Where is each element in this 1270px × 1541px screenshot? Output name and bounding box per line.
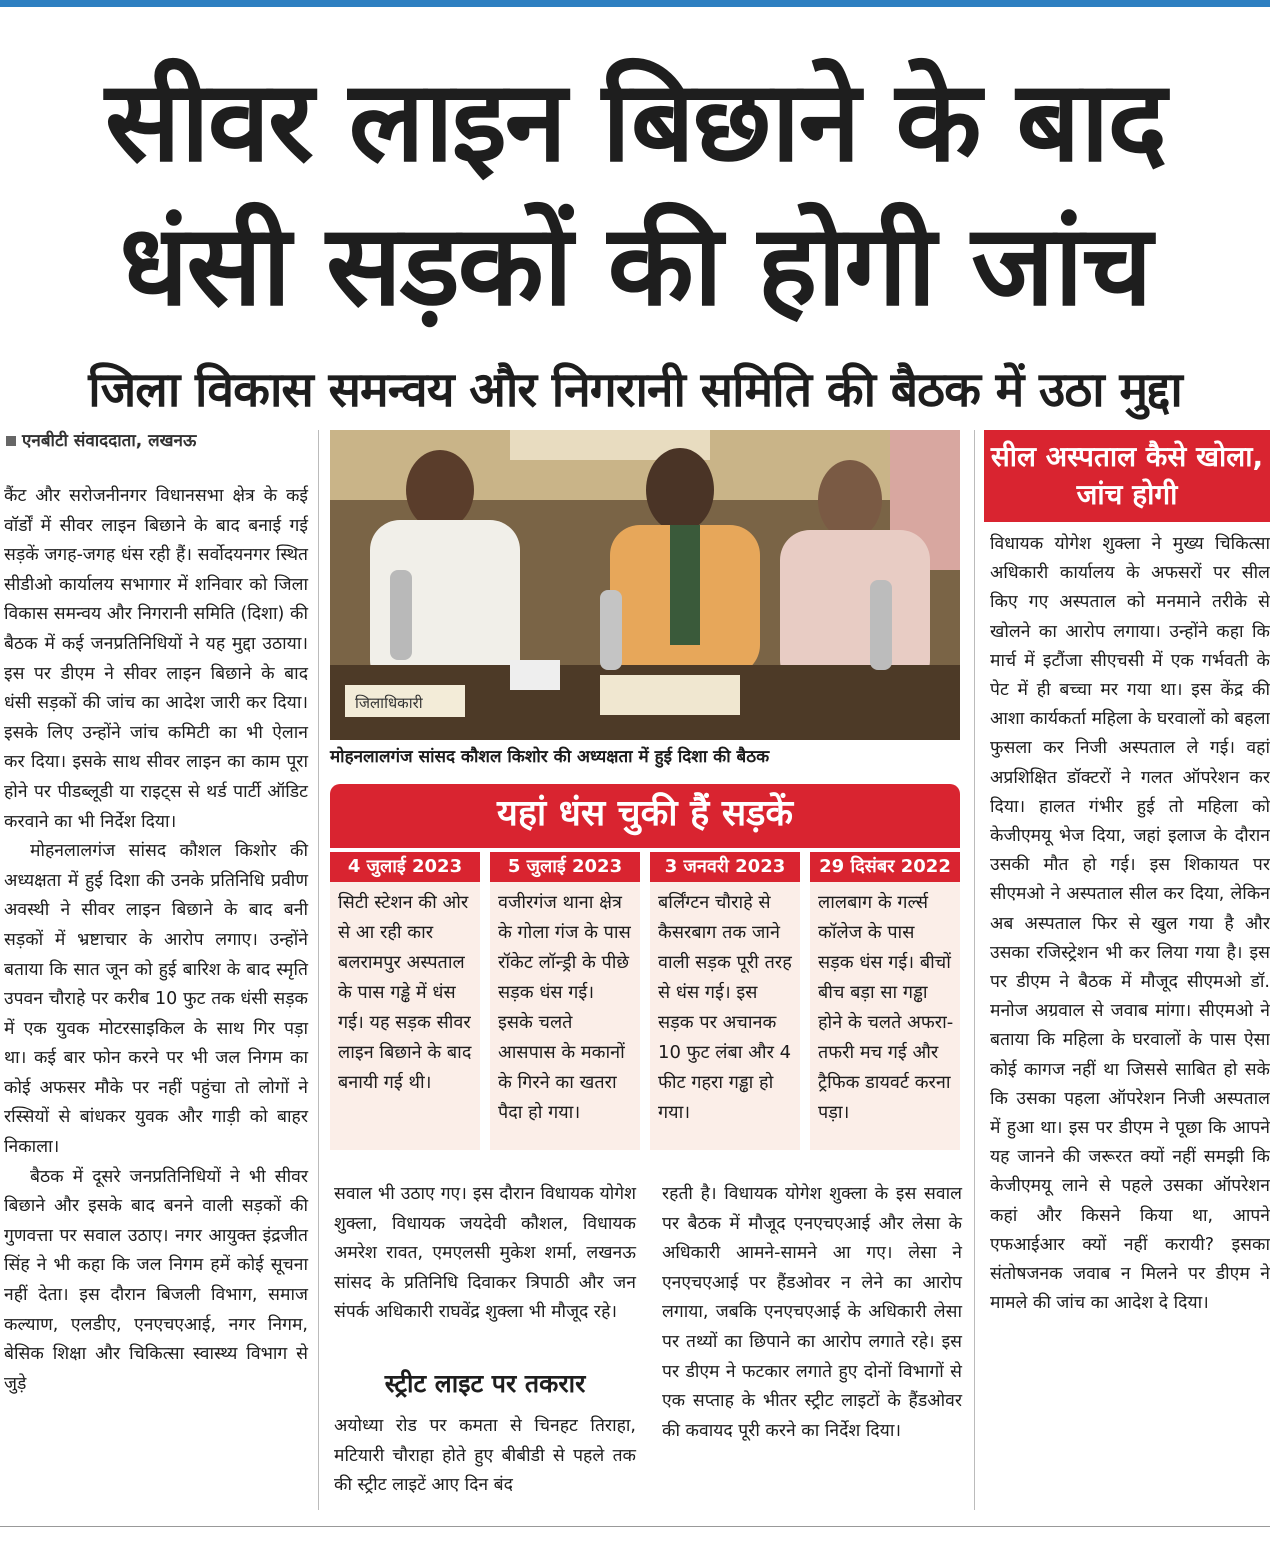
byline-text: एनबीटी संवाददाता, लखनऊ	[22, 431, 197, 451]
middle-column-1	[334, 1180, 636, 1328]
left-paragraph-3: बैठक में दूसरे जनप्रतिनिधियों ने भी सीवर बिछाने और इसके बाद बनने वाली सड़कों की गुणवत्ता पर सवाल उठाए। नगर आयुक्त इंद्रजीत सिंह ने भी कहा कि जल निगम हमें कोई सूचना नहीं देता। इस दौरान बिजली विभाग, समाज कल्याण, एलडीए, एनएचएआई, नगर निगम, बेसिक शिक्षा और चिकित्सा स्वास्थ्य विभाग से जुड़े	[4, 1166, 308, 1394]
incident-text: लालबाग के गर्ल्स कॉलेज के पास सड़क धंस गई। बीचों बीच बड़ा सा गड्ढा होने के चलते अफरा-तफरी मच गई और ट्रैफिक डायवर्ट करना पड़ा।	[810, 882, 960, 1150]
incident-card	[330, 852, 480, 1150]
left-paragraph-2: मोहनलालगंज सांसद कौशल किशोर की अध्यक्षता में हुई दिशा की उनके प्रतिनिधि प्रवीण अवस्थी ने सीवर लाइन बिछाने के बाद बनी सड़कों में भ्रष्टाचार के आरोप लगाए। उन्होंने बताया कि सात जून को हुई बारिश के बाद स्मृति उपवन चौराहे पर करीब 10 फुट तक धंसी सड़क में एक युवक मोटरसाइकिल के साथ गिर पड़ा था। कई बार फोन करने पर भी जल निगम का कोई अफसर मौके पर नहीं पहुंचा तो लोगों ने रस्सियों से बांधकर युवक और गाड़ी को बाहर निकाला।	[4, 841, 308, 1158]
middle-column-2-paragraph: रहती है। विधायक योगेश शुक्ला के इस सवाल पर बैठक में मौजूद एनएचएआई और लेसा के अधिकारी आमने-सामने आ गए। लेसा ने एनएचएआई पर हैंडओवर न लेने का आरोप लगाया, जबकि एनएचएआई के अधिकारी लेसा पर तथ्यों का छिपाने का आरोप लगाते रहे। इस पर डीएम ने फटकार लगाते हुए दोनों विभागों से एक सप्ताह के भीतर स्ट्रीट लाइटों के हैंडओवर की कवायद पूरी करने का निर्देश दिया।	[662, 1184, 962, 1441]
placard-text: जिलाधिकारी	[355, 694, 423, 712]
bottom-rule	[0, 1526, 1270, 1527]
headline-line-1: सीवर लाइन बिछाने के बाद	[105, 57, 1165, 187]
headline-line-2: धंसी सड़कों की होगी जांच	[119, 201, 1151, 331]
incident-date: 3 जनवरी 2023	[650, 852, 800, 882]
left-paragraph-1: कैंट और सरोजनीनगर विधानसभा क्षेत्र के कई वॉर्डों में सीवर लाइन बिछाने के बाद बनाई गई सड़कें जगह-जगह धंस रही हैं। सर्वोदयनगर स्थित सीडीओ कार्यालय सभागार में शनिवार को जिला विकास समन्वय और निगरानी समिति (दिशा) की बैठक में कई जनप्रतिनिधियों ने यह मुद्दा उठाया। इस पर डीएम ने सीवर लाइन बिछाने के बाद धंसी सड़कों की जांच का आदेश जारी कर दिया। इसके लिए उन्होंने जांच कमिटी का भी ऐलान कर दिया। इसके साथ सीवर लाइन का काम पूरा होने पर पीडब्लूडी या राइट्स से थर्ड पार्टी ऑडिट करवाने का भी निर्देश दिया।	[4, 486, 308, 832]
middle-paragraph-1: सवाल भी उठाए गए। इस दौरान विधायक योगेश शुक्ला, विधायक जयदेवी कौशल, विधायक अमरेश रावत, एमएलसी मुकेश शर्मा, लखनऊ सांसद के प्रतिनिधि दिवाकर त्रिपाठी और जन संपर्क अधिकारी राघवेंद्र शुक्ला भी मौजूद रहे।	[334, 1184, 636, 1323]
incident-text: वजीरगंज थाना क्षेत्र के गोला गंज के पास रॉकेट लॉन्ड्री के पीछे सड़क धंस गई। इसके चलते आसपास के मकानों के गिरने का खतरा पैदा हो गया।	[490, 882, 640, 1150]
meeting-photo	[330, 430, 960, 740]
side-story-body: विधायक योगेश शुक्ला ने मुख्य चिकित्सा अधिकारी कार्यालय के अफसरों पर सील किए गए अस्पताल को मनमाने तरीके से खोलने का आरोप लगाया। उन्होंने कहा कि मार्च में इटौंजा सीएचसी में एक गर्भवती के पेट में ही बच्चा मर गया था। इस केंद्र की आशा कार्यकर्ता महिला के घरवालों को बहला फुसला कर निजी अस्पताल ले गई। वहां अप्रशिक्षित डॉक्टरों ने गलत ऑपरेशन कर दिया। हालत गंभीर हुई तो महिला को केजीएमयू भेज दिया, जहां इलाज के दौरान उसकी मौत हो गई। इस शिकायत पर सीएमओ ने अस्पताल सील कर दिया, लेकिन अब अस्पताल फिर से खुल गया है और उसका रजिस्ट्रेशन भी कर लिया गया है। इस पर डीएम ने बैठक में मौजूद सीएमओ डॉ. मनोज अग्रवाल से जवाब मांगा। सीएमओ ने बताया कि महिला के घरवालों के पास ऐसा कोई कागज नहीं था जिससे साबित हो सके कि उसका पहला ऑपरेशन निजी अस्पताल में हुआ था। इस पर डीएम ने पूछा कि आपने यह जानने की जरूरत क्यों नहीं समझी कि केजीएमयू लाने से पहले उसका ऑपरेशन कहां और किसने किया था, आपने एफआईआर क्यों नहीं करायी? इसका संतोषजनक जवाब न मिलने पर डीएम ने मामले की जांच का आदेश दे दिया।	[990, 534, 1270, 1314]
incident-card	[810, 852, 960, 1150]
column-divider	[974, 430, 975, 1510]
incident-date: 29 दिसंबर 2022	[810, 852, 960, 882]
incident-date: 4 जुलाई 2023	[330, 852, 480, 882]
middle-paragraph-2: अयोध्या रोड पर कमता से चिनहट तिराहा, मटियारी चौराहा होते हुए बीबीडी से पहले तक की स्ट्रीट लाइटें आए दिन बंद	[334, 1416, 636, 1496]
column-divider	[318, 430, 319, 1510]
left-column	[4, 482, 308, 1399]
middle-column-1b	[334, 1412, 636, 1501]
incidents-banner: यहां धंस चुकी हैं सड़कें	[330, 784, 960, 848]
incident-date: 5 जुलाई 2023	[490, 852, 640, 882]
byline	[6, 428, 196, 451]
incident-card	[490, 852, 640, 1150]
middle-column-2	[662, 1180, 962, 1446]
sub-headline: जिला विकास समन्वय और निगरानी समिति की बैठक में उठा मुद्दा	[88, 362, 1182, 418]
incident-text: सिटी स्टेशन की ओर से आ रही कार बलरामपुर अस्पताल के पास गड्ढे में धंस गई। यह सड़क सीवर लाइन बिछाने के बाद बनायी गई थी।	[330, 882, 480, 1150]
incident-text: बर्लिंग्टन चौराहे से कैसरबाग तक जाने वाली सड़क पूरी तरह से धंस गई। इस सड़क पर अचानक 10 फुट लंबा और 4 फीट गहरा गड्ढा हो गया।	[650, 882, 800, 1150]
top-color-bar	[0, 0, 1270, 7]
incidents-grid	[330, 852, 960, 1152]
side-story-title: सील अस्पताल कैसे खोला, जांच होगी	[984, 430, 1270, 522]
street-light-subhead: स्ट्रीट लाइट पर तकरार	[384, 1369, 586, 1398]
incident-card	[650, 852, 800, 1150]
photo-caption: मोहनलालगंज सांसद कौशल किशोर की अध्यक्षता में हुई दिशा की बैठक	[330, 747, 770, 767]
bullet-square-icon	[6, 436, 16, 446]
